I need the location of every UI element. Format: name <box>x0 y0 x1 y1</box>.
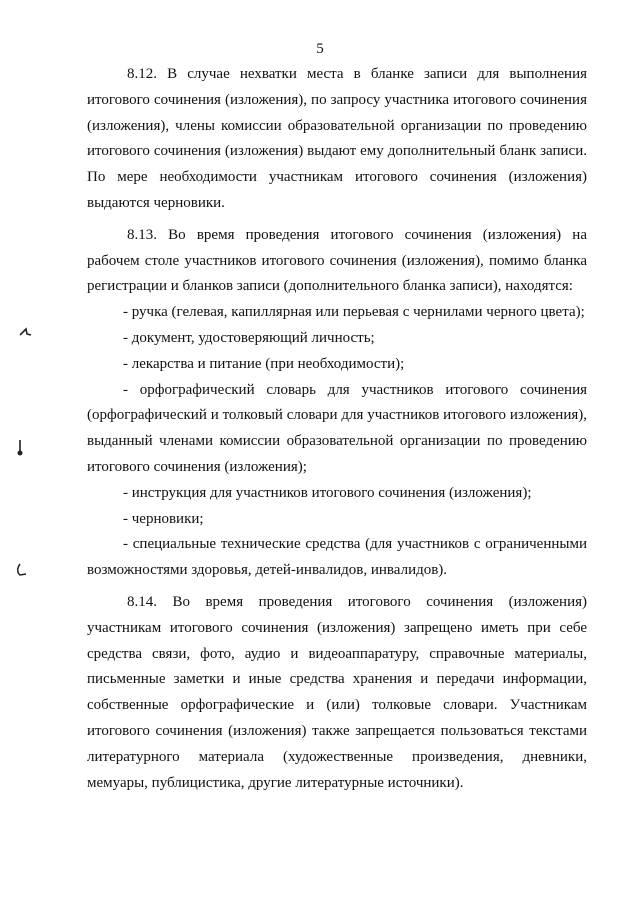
margin-mark-1 <box>18 325 32 343</box>
section-8-13: 8.13. Во время проведения итогового сочинения (изложения) на рабочем столе участников итогового сочинения (изложения), помимо бланка регистрации и бланков записи (дополнительного бланка записи), находятся: <box>87 226 587 295</box>
list-item: - лекарства и питание (при необходимости); <box>123 355 405 372</box>
section-8-12: 8.12. В случае нехватки места в бланке записи для выполнения итогового сочинения (изложения), по запросу участника итогового сочинения (изложения), члены комиссии образовательной организации по проведению итогового сочинения (изложения) выдают ему дополнительный бланк записи. По мере необходимости участникам итогового сочинения (изложения) выдаются черновики. <box>87 66 587 211</box>
list-item: - специальные технические средства (для участников с ограниченными возможностями здоровья, детей-инвалидов, инвалидов). <box>87 536 587 579</box>
document-body <box>87 62 587 796</box>
list-item: - документ, удостоверяющий личность; <box>123 329 375 346</box>
list-item: - орфографический словарь для участников итогового сочинения (орфографический и толковый словари для участников итогового изложения), выданный членами комиссии образовательной организации по проведению итогового сочинения (изложения); <box>87 381 587 475</box>
section-8-13-list <box>87 300 587 584</box>
section-8-14: 8.14. Во время проведения итогового сочинения (изложения) участникам итогового сочинения (изложения) запрещено иметь при себе средства связи, фото, аудио и видеоаппаратуру, справочные материалы, письменные заметки и иные средства хранения и передачи информации, собственные орфографические и (или) толковые словари. Участникам итогового сочинения (изложения) также запрещается пользоваться текстами литературного материала (художественные произведения, дневники, мемуары, публицистика, другие литературные источники). <box>87 593 587 791</box>
list-item: - инструкция для участников итогового сочинения (изложения); <box>123 484 532 501</box>
page-number: 5 <box>316 41 324 57</box>
margin-mark-3 <box>14 562 28 583</box>
margin-mark-2 <box>15 438 25 463</box>
list-item: - ручка (гелевая, капиллярная или перьевая с чернилами черного цвета); <box>123 304 585 321</box>
list-item: - черновики; <box>123 510 204 527</box>
